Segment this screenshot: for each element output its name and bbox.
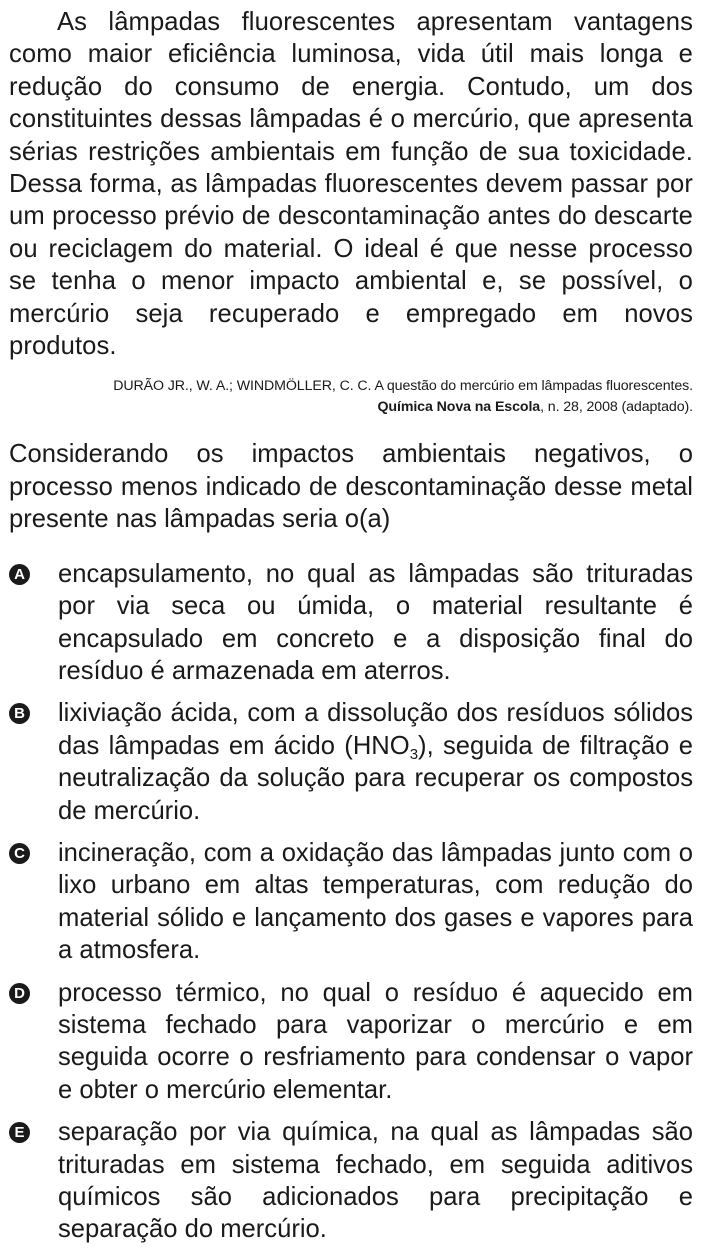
option-a-letter: A [9, 564, 30, 585]
option-b-letter: B [9, 703, 30, 724]
passage-text: As lâmpadas fluorescentes apresentam vantagens como maior eficiência luminosa, vida útil mais longa e redução do consumo de energia. Contudo, um dos constituintes dessas lâmpadas é o mercúrio, que apresenta sérias restrições ambientais em função de sua toxicidade. Dessa forma, as lâmpadas fluorescentes devem passar por um processo prévio de descontaminação antes do descarte ou reciclagem do material. O ideal é que nesse processo se tenha o menor impacto ambiental e, se possível, o mercúrio seja recuperado e empregado em novos produtos. [9, 8, 693, 361]
citation-source [9, 397, 693, 418]
option-b-text-after: ), seguida de filtração e neutralização da solução para recuperar os compostos de mercúrio. [58, 731, 693, 825]
option-d[interactable] [9, 977, 693, 1107]
option-c-letter: C [9, 843, 30, 864]
citation [9, 376, 693, 418]
citation-authors-title: DURÃO JR., W. A.; WINDMÖLLER, C. C. A questão do mercúrio em lâmpadas fluorescentes. [113, 378, 693, 395]
citation-journal: Química Nova na Escola [377, 399, 541, 416]
option-b-text-before: lixiviação ácida, com a dissolução dos resíduos sólidos das lâmpadas em ácido (HNO [58, 699, 693, 760]
option-b-subscript: 3 [409, 745, 419, 763]
option-d-text: processo térmico, no qual o resíduo é aquecido em sistema fechado para vaporizar o mercúrio e em seguida ocorre o resfriamento para condensar o vapor e obter o mercúrio elementar. [58, 978, 693, 1104]
option-c-text: incineração, com a oxidação das lâmpadas junto com o lixo urbano em altas temperaturas, com redução do material sólido e lançamento dos gases e vapores para a atmosfera. [58, 838, 693, 965]
option-c[interactable] [9, 837, 693, 967]
answer-options [9, 558, 693, 1246]
option-e-text: separação por via química, na qual as lâmpadas são trituradas em sistema fechado, em seguida aditivos químicos são adicionados para precipitação e separação do mercúrio. [58, 1118, 693, 1244]
citation-details: , n. 28, 2008 (adaptado). [540, 399, 693, 416]
option-b[interactable] [9, 697, 693, 827]
option-e[interactable] [9, 1116, 693, 1246]
option-a-text: encapsulamento, no qual as lâmpadas são trituradas por via seca ou úmida, o material resultante é encapsulado em concreto e a disposição final do resíduo é armazenada em aterros. [58, 559, 693, 685]
option-e-letter: E [9, 1122, 30, 1143]
question-stem: Considerando os impactos ambientais negativos, o processo menos indicado de descontaminação desse metal presente nas lâmpadas seria o(a) [9, 440, 693, 534]
option-d-letter: D [9, 983, 30, 1004]
option-a[interactable] [9, 558, 693, 688]
